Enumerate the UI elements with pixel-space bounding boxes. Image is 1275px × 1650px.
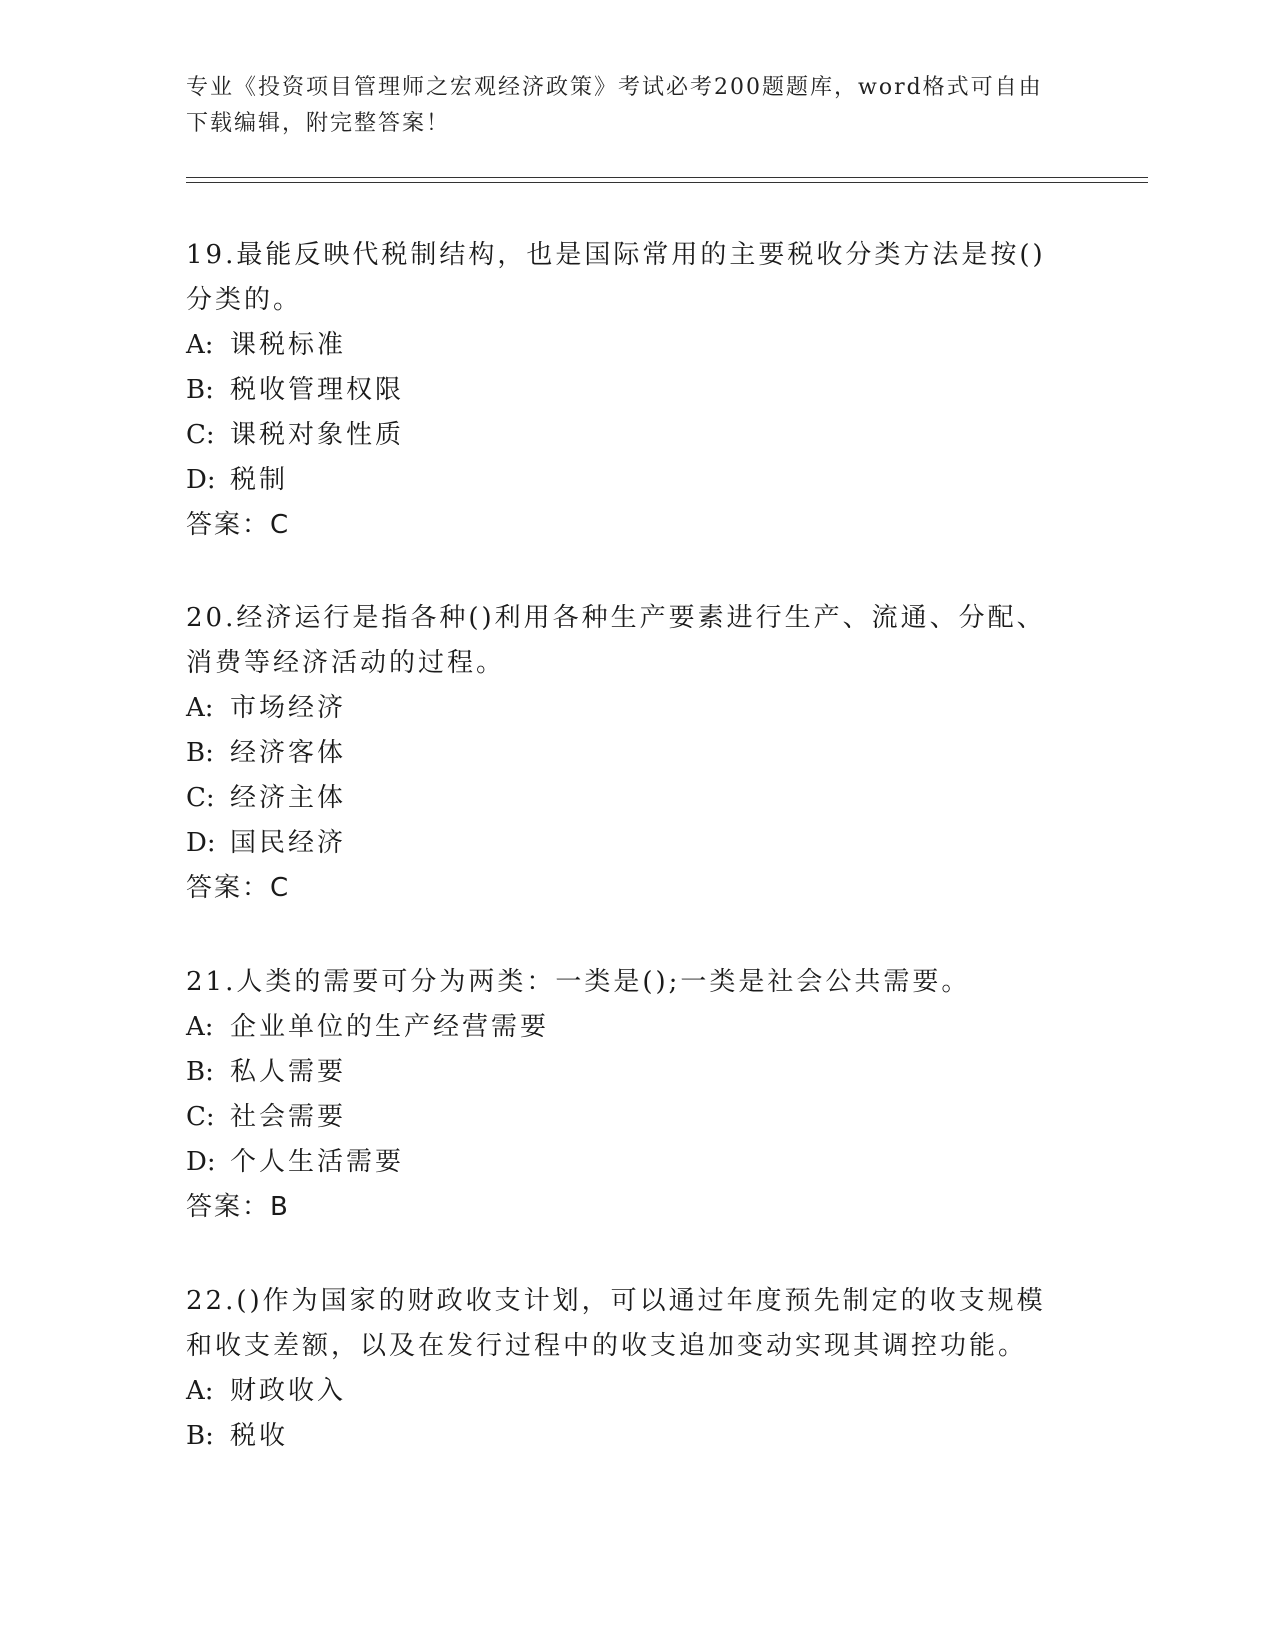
option-letter: C: bbox=[186, 420, 215, 450]
option-letter: B: bbox=[186, 1421, 214, 1451]
option-b bbox=[186, 368, 1066, 413]
option-letter: C: bbox=[186, 1102, 215, 1132]
option-a bbox=[186, 1005, 1066, 1050]
option-a bbox=[186, 1369, 1066, 1414]
question-19 bbox=[186, 233, 1066, 548]
option-letter: A: bbox=[186, 693, 214, 723]
option-c bbox=[186, 413, 1066, 458]
option-b bbox=[186, 1414, 1066, 1459]
question-stem: 20.经济运行是指各种()利用各种生产要素进行生产、流通、分配、消费等经济活动的过程。 bbox=[186, 603, 1046, 678]
header-divider-bottom bbox=[186, 182, 1148, 183]
option-text: 税收 bbox=[230, 1421, 289, 1451]
option-letter: B: bbox=[186, 738, 214, 768]
option-text: 税收管理权限 bbox=[230, 375, 405, 405]
option-letter: A: bbox=[186, 330, 214, 360]
option-b bbox=[186, 1050, 1066, 1095]
option-letter: B: bbox=[186, 1057, 214, 1087]
option-letter: D: bbox=[186, 465, 216, 495]
option-c bbox=[186, 1095, 1066, 1140]
option-text: 课税对象性质 bbox=[230, 420, 405, 450]
option-letter: D: bbox=[186, 1147, 216, 1177]
option-letter: B: bbox=[186, 375, 214, 405]
option-text: 财政收入 bbox=[230, 1376, 347, 1406]
option-text: 企业单位的生产经营需要 bbox=[230, 1012, 550, 1042]
question-20 bbox=[186, 596, 1066, 911]
question-stem: 21.人类的需要可分为两类：一类是();一类是社会公共需要。 bbox=[186, 967, 971, 997]
option-b bbox=[186, 731, 1066, 776]
option-d bbox=[186, 821, 1066, 866]
answer-line: 答案：B bbox=[186, 1192, 290, 1222]
option-text: 国民经济 bbox=[230, 828, 347, 858]
option-text: 课税标准 bbox=[230, 330, 347, 360]
header-divider-top bbox=[186, 177, 1148, 178]
answer-line: 答案：C bbox=[186, 873, 291, 903]
option-text: 私人需要 bbox=[230, 1057, 347, 1087]
option-c bbox=[186, 776, 1066, 821]
option-letter: A: bbox=[186, 1012, 214, 1042]
question-21 bbox=[186, 960, 1066, 1230]
option-text: 社会需要 bbox=[230, 1102, 347, 1132]
option-a bbox=[186, 686, 1066, 731]
question-22 bbox=[186, 1279, 1066, 1459]
option-d bbox=[186, 458, 1066, 503]
document-header: 专业《投资项目管理师之宏观经济政策》考试必考200题题库，word格式可自由下载编辑，附完整答案！ bbox=[186, 75, 1043, 136]
option-text: 税制 bbox=[230, 465, 289, 495]
question-stem: 22.()作为国家的财政收支计划，可以通过年度预先制定的收支规模和收支差额，以及在发行过程中的收支追加变动实现其调控功能。 bbox=[186, 1286, 1046, 1361]
option-letter: C: bbox=[186, 783, 215, 813]
option-a bbox=[186, 323, 1066, 368]
option-text: 个人生活需要 bbox=[230, 1147, 405, 1177]
option-letter: D: bbox=[186, 828, 216, 858]
option-letter: A: bbox=[186, 1376, 214, 1406]
option-text: 经济主体 bbox=[230, 783, 347, 813]
option-text: 经济客体 bbox=[230, 738, 347, 768]
question-stem: 19.最能反映代税制结构，也是国际常用的主要税收分类方法是按()分类的。 bbox=[186, 240, 1046, 315]
option-d bbox=[186, 1140, 1066, 1185]
answer-line: 答案：C bbox=[186, 510, 291, 540]
option-text: 市场经济 bbox=[230, 693, 347, 723]
